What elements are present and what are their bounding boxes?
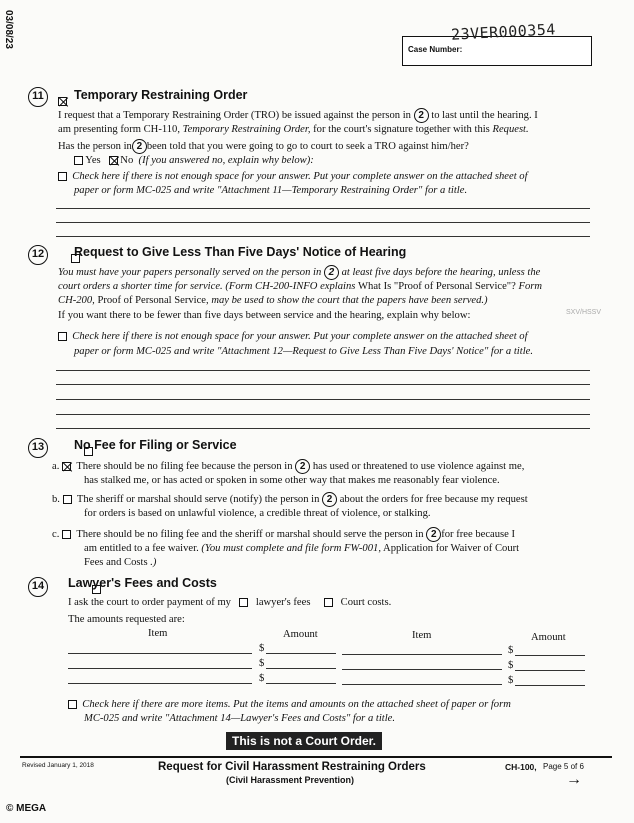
dollar-sign: $ <box>508 675 514 686</box>
item-field[interactable] <box>342 654 502 655</box>
amount-field[interactable] <box>515 670 585 671</box>
s12-answer-line[interactable] <box>56 414 590 415</box>
s13-a-line2: has stalked me, or has acted or spoken in some other way that makes me reasonably fear violence. <box>84 475 500 486</box>
s14-lawyer-fees-checkbox[interactable] <box>239 598 248 607</box>
s11-no-label: No <box>120 155 134 166</box>
dollar-sign: $ <box>508 645 514 656</box>
case-number-box <box>402 20 592 66</box>
s13-b-checkbox[interactable] <box>63 495 72 504</box>
s12-line3: CH-200, Proof of Personal Service, may be used to show the court that the papers have been served.) <box>58 295 488 306</box>
next-page-arrow-icon: → <box>566 771 582 788</box>
s13-c: c. There should be no filing fee and the sheriff or marshal should serve the person in 2 for free because I <box>52 528 516 540</box>
s11-no-checkbox[interactable] <box>109 156 118 165</box>
s14-attachment-check: Check here if there are more items. Put the items and amounts on the attached sheet of paper or form <box>68 698 511 711</box>
s14-title: Lawyer's Fees and Costs <box>68 576 217 590</box>
s14-col-amount-1: Amount <box>283 629 318 640</box>
s12-line1: You must have your papers personally served on the person in 2 at least five days before the hearing, unless the <box>58 266 541 278</box>
s14-ask: I ask the court to order payment of my lawyer's fees Court costs. <box>68 597 392 608</box>
s13-c-line2: am entitled to a fee waiver. (You must complete and file form FW-001, Application for Waiver of Court <box>84 543 520 554</box>
s12-title: Request to Give Less Than Five Days' Notice of Hearing <box>74 245 407 259</box>
s14-col-amount-2: Amount <box>531 632 566 643</box>
s14-attachment-check-2: MC-025 and write "Attachment 14—Lawyer's Fees and Costs" for a title. <box>84 713 396 724</box>
dollar-sign: $ <box>259 643 265 654</box>
case-number-value: 23VER000354 <box>450 20 557 44</box>
s13-c-checkbox[interactable] <box>62 530 71 539</box>
s12-attachment-check-2: paper or form MC-025 and write "Attachment 12—Request to Give Less Than Five Days' Notice" for a title. <box>74 346 533 357</box>
person-ref-circle: 2 <box>132 139 147 154</box>
s14-col-item-1: Item <box>148 628 168 639</box>
person-ref-circle: 2 <box>322 492 337 507</box>
amount-field[interactable] <box>515 685 585 686</box>
s11-title: Temporary Restraining Order <box>74 88 248 102</box>
section-number-14: 14 <box>28 577 48 597</box>
s12-faint-stamp: SXV/HSSV <box>566 309 602 316</box>
s12-line4: If you want there to be fewer than five days between service and the hearing, explain why below: <box>58 310 471 321</box>
dollar-sign: $ <box>259 673 265 684</box>
s14-attachment-checkbox[interactable] <box>68 700 77 709</box>
s11-question: Has the person in 2 been told that you were going to go to court to seek a TRO against him/her? <box>58 140 469 152</box>
s11-answer-line[interactable] <box>56 208 590 209</box>
person-ref-circle: 2 <box>324 265 339 280</box>
item-field[interactable] <box>68 683 252 684</box>
section-number-12: 12 <box>28 245 48 265</box>
s12-attachment-check: Check here if there is not enough space for your answer. Put your complete answer on the attached sheet of <box>58 330 528 343</box>
s13-title: No Fee for Filing or Service <box>74 438 237 452</box>
footer-rule <box>20 756 612 758</box>
amount-field[interactable] <box>266 668 336 669</box>
s11-line1: I request that a Temporary Restraining Order (TRO) be issued against the person in 2 to last until the hearing. I <box>58 109 538 121</box>
footer-page-number: Page 5 of 6 <box>543 762 584 771</box>
s14-amounts-label: The amounts requested are: <box>68 614 185 625</box>
s11-checkbox[interactable] <box>58 97 67 106</box>
section-number-13: 13 <box>28 438 48 458</box>
s11-yes-no: Yes No (If you answered no, explain why below): <box>74 154 314 167</box>
s11-line2: am presenting form CH-110, Temporary Restraining Order, for the court's signature together with this Request. <box>58 124 529 135</box>
s12-answer-line[interactable] <box>56 370 590 371</box>
amount-field[interactable] <box>266 653 336 654</box>
item-field[interactable] <box>68 653 252 654</box>
not-court-order-banner: This is not a Court Order. <box>226 732 382 750</box>
margin-date-stamp: 03/08/23 <box>3 10 14 49</box>
section-number-11: 11 <box>28 87 48 107</box>
amount-field[interactable] <box>515 655 585 656</box>
item-field[interactable] <box>342 684 502 685</box>
s14-court-costs-checkbox[interactable] <box>324 598 333 607</box>
s13-b-line2: for orders is based on unlawful violence, a credible threat of violence, or stalking. <box>84 508 431 519</box>
s11-answer-line[interactable] <box>56 222 590 223</box>
s12-attachment-checkbox[interactable] <box>58 332 67 341</box>
s13-a-checkbox[interactable] <box>62 462 71 471</box>
amount-field[interactable] <box>266 683 336 684</box>
person-ref-circle: 2 <box>295 459 310 474</box>
s13-a: a. There should be no filing fee because the person in 2 has used or threatened to use violence against me, <box>52 460 525 472</box>
s11-yes-label: Yes <box>85 155 101 166</box>
person-ref-circle: 2 <box>426 527 441 542</box>
s11-attachment-checkbox[interactable] <box>58 172 67 181</box>
footer-title: Request for Civil Harassment Restraining Orders <box>158 761 426 773</box>
s11-answer-line[interactable] <box>56 236 590 237</box>
s11-attachment-check-2: paper or form MC-025 and write "Attachment 11—Temporary Restraining Order" for a title. <box>74 185 468 196</box>
s11-attachment-check: Check here if there is not enough space for your answer. Put your complete answer on the attached sheet of <box>58 170 528 183</box>
s13-b: b. The sheriff or marshal should serve (notify) the person in 2 about the orders for free because my request <box>52 493 528 505</box>
s11-yes-checkbox[interactable] <box>74 156 83 165</box>
s12-answer-line[interactable] <box>56 384 590 385</box>
s12-line2: court orders a shorter time for service. (Form CH-200-INFO explains What Is "Proof of Personal Service"? Form <box>58 281 543 292</box>
watermark: © MEGA <box>6 803 47 814</box>
case-number-label: Case Number: <box>408 45 463 54</box>
dollar-sign: $ <box>259 658 265 669</box>
person-ref-circle: 2 <box>414 108 429 123</box>
footer-revised: Revised January 1, 2018 <box>22 762 94 769</box>
s14-col-item-2: Item <box>412 630 432 641</box>
footer-form-number: CH-100, <box>505 762 537 772</box>
item-field[interactable] <box>342 669 502 670</box>
item-field[interactable] <box>68 668 252 669</box>
s13-c-line3: Fees and Costs .) <box>84 557 157 568</box>
dollar-sign: $ <box>508 660 514 671</box>
s12-answer-line[interactable] <box>56 428 590 429</box>
s12-answer-line[interactable] <box>56 399 590 400</box>
footer-subtitle: (Civil Harassment Prevention) <box>226 775 355 785</box>
